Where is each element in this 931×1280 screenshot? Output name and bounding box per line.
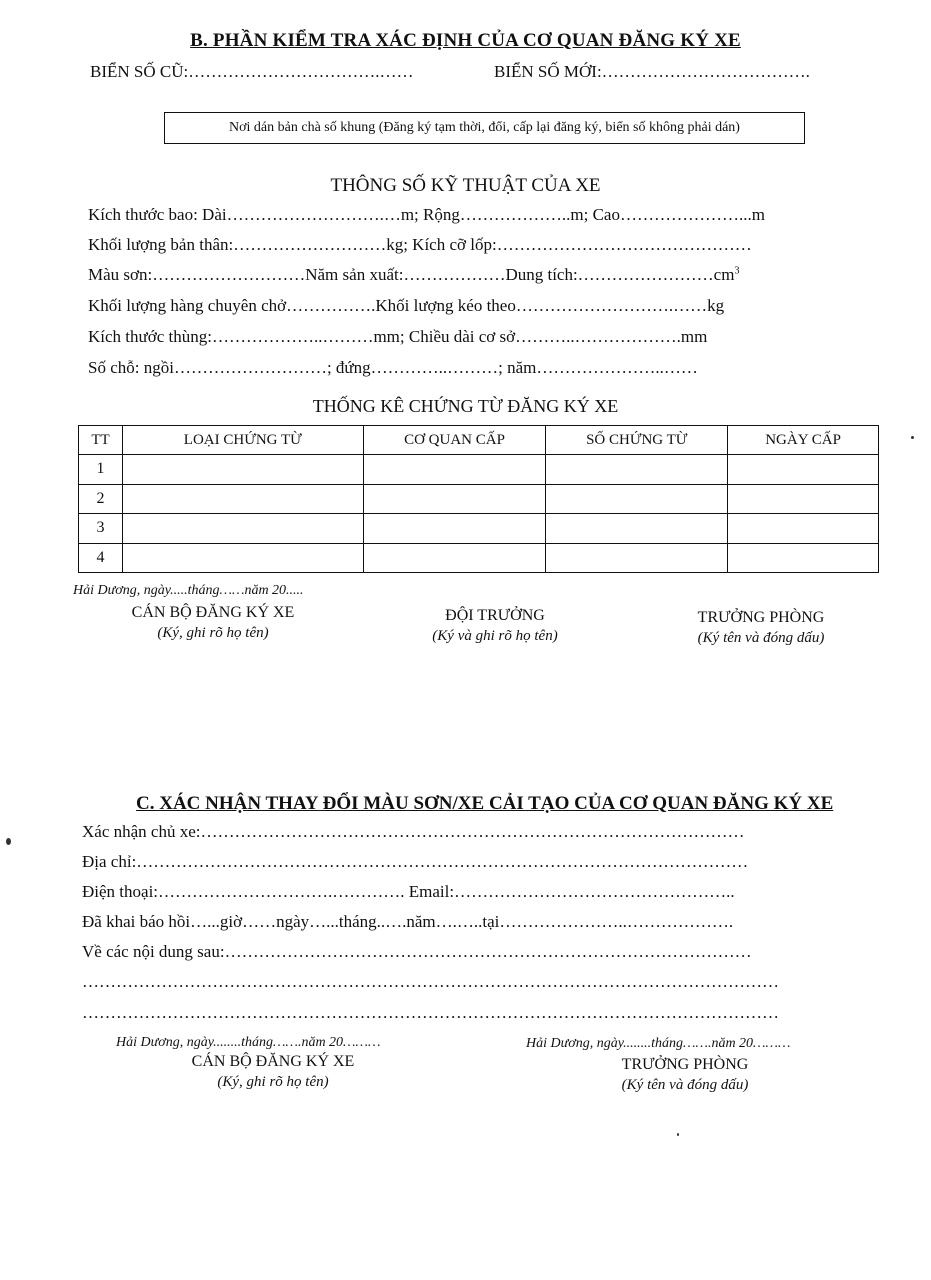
table-row bbox=[79, 514, 879, 544]
table-cell[interactable] bbox=[363, 543, 546, 573]
table-cell[interactable] bbox=[728, 543, 879, 573]
spec-line-color-year-capacity-text: Màu sơn:………………………Năm sản xuất:………………Dung tích:……………………cm bbox=[88, 265, 735, 284]
chassis-stamp-box-label: Nơi dán bản chà số khung (Đăng ký tạm thời, đổi, cấp lại đăng ký, biển số không phải dán) bbox=[229, 120, 740, 135]
table-row bbox=[79, 484, 879, 514]
table-header-row bbox=[79, 426, 879, 455]
signature-block-head bbox=[668, 608, 854, 648]
table-cell[interactable] bbox=[728, 484, 879, 514]
signature-block-team-leader bbox=[405, 606, 585, 646]
section-b-title: B. PHẦN KIỂM TRA XÁC ĐỊNH CỦA CƠ QUAN ĐĂNG KÝ XE bbox=[190, 30, 741, 51]
documents-table bbox=[78, 425, 879, 573]
row-number: 4 bbox=[79, 543, 123, 573]
spec-line-weight-tire[interactable]: Khối lượng bản thân:………………………kg; Kích cỡ lốp:……………………………………… bbox=[88, 235, 752, 254]
chassis-stamp-box bbox=[164, 112, 805, 144]
signature-block-officer-c bbox=[170, 1052, 376, 1092]
spec-line-color-year-capacity[interactable] bbox=[88, 265, 739, 285]
col-header-tt: TT bbox=[79, 426, 123, 455]
table-cell[interactable] bbox=[546, 484, 728, 514]
signature-block-officer bbox=[110, 603, 316, 643]
content-field[interactable]: Về các nội dung sau:………………………………………………………………………………… bbox=[82, 942, 752, 961]
spec-line-seats[interactable]: Số chỗ: ngồi………………………; đứng…………..………; năm…………………..…… bbox=[88, 358, 698, 377]
signature-note: (Ký tên và đóng dấu) bbox=[697, 630, 825, 646]
spec-line-body-size[interactable]: Kích thước thùng:………………..………mm; Chiều dài cơ sở………..……………….mm bbox=[88, 327, 708, 346]
signature-note: (Ký, ghi rõ họ tên) bbox=[157, 625, 269, 641]
table-cell[interactable] bbox=[363, 455, 546, 485]
scan-speck bbox=[911, 436, 914, 439]
section-c-date-left[interactable]: Hải Dương, ngày........tháng…….năm 20……… bbox=[116, 1035, 381, 1050]
signature-title: CÁN BỘ ĐĂNG KÝ XE bbox=[191, 1053, 355, 1070]
col-header-doc-type: LOẠI CHỨNG TỪ bbox=[122, 426, 363, 455]
scan-speck bbox=[6, 838, 11, 845]
declaration-time-field[interactable]: Đã khai báo hồi…...giờ……ngày…...tháng..….năm….…..tại…………………..………………. bbox=[82, 912, 734, 931]
old-plate-field[interactable]: BIỂN SỐ CŨ:…………………………….…… bbox=[90, 62, 414, 81]
table-cell[interactable] bbox=[122, 484, 363, 514]
row-number: 1 bbox=[79, 455, 123, 485]
section-c-title: C. XÁC NHẬN THAY ĐỔI MÀU SƠN/XE CẢI TẠO CỦA CƠ QUAN ĐĂNG KÝ XE bbox=[136, 793, 834, 814]
row-number: 3 bbox=[79, 514, 123, 544]
specs-heading: THÔNG SỐ KỸ THUẬT CỦA XE bbox=[330, 175, 601, 196]
owner-confirm-field[interactable]: Xác nhận chủ xe:…………………………………………………………………………………… bbox=[82, 822, 745, 841]
signature-note: (Ký, ghi rõ họ tên) bbox=[217, 1074, 329, 1090]
table-cell[interactable] bbox=[546, 543, 728, 573]
table-cell[interactable] bbox=[122, 455, 363, 485]
content-extra-line[interactable]: …………………………………………………………………………………………………………… bbox=[82, 972, 779, 991]
table-row bbox=[79, 455, 879, 485]
table-cell[interactable] bbox=[546, 455, 728, 485]
section-c-date-right[interactable]: Hải Dương, ngày........tháng…….năm 20……… bbox=[526, 1036, 791, 1051]
table-cell[interactable] bbox=[728, 514, 879, 544]
table-row bbox=[79, 543, 879, 573]
signature-note: (Ký và ghi rõ họ tên) bbox=[432, 628, 558, 644]
spec-line-cargo[interactable]: Khối lượng hàng chuyên chở…………….Khối lượng kéo theo……………………….……kg bbox=[88, 296, 725, 315]
col-header-doc-number: SỐ CHỨNG TỪ bbox=[546, 426, 728, 455]
table-cell[interactable] bbox=[728, 455, 879, 485]
signature-note: (Ký tên và đóng dấu) bbox=[621, 1077, 749, 1093]
table-cell[interactable] bbox=[122, 514, 363, 544]
table-cell[interactable] bbox=[546, 514, 728, 544]
phone-email-field[interactable]: Điện thoại:………………………….…………. Email:………………………………………….. bbox=[82, 882, 735, 901]
table-cell[interactable] bbox=[363, 484, 546, 514]
signature-title: CÁN BỘ ĐĂNG KÝ XE bbox=[131, 604, 295, 621]
col-header-issue-date: NGÀY CẤP bbox=[728, 426, 879, 455]
documents-table-heading: THỐNG KÊ CHỨNG TỪ ĐĂNG KÝ XE bbox=[312, 396, 619, 416]
table-cell[interactable] bbox=[122, 543, 363, 573]
new-plate-field[interactable]: BIỂN SỐ MỚI:………………………………. bbox=[494, 62, 810, 81]
col-header-issuer: CƠ QUAN CẤP bbox=[363, 426, 546, 455]
scan-speck bbox=[677, 1133, 679, 1136]
signature-title: TRƯỞNG PHÒNG bbox=[697, 609, 825, 626]
spec-line-dimensions[interactable]: Kích thước bao: Dài……………………….…m; Rộng………………..m; Cao…………………...m bbox=[88, 205, 765, 224]
row-number: 2 bbox=[79, 484, 123, 514]
content-extra-line[interactable]: …………………………………………………………………………………………………………… bbox=[82, 1003, 779, 1022]
signature-title: ĐỘI TRƯỞNG bbox=[445, 607, 545, 624]
table-cell[interactable] bbox=[363, 514, 546, 544]
signature-title: TRƯỞNG PHÒNG bbox=[621, 1056, 749, 1073]
section-b-date-line[interactable]: Hải Dương, ngày.....tháng……năm 20..... bbox=[73, 583, 304, 598]
address-field[interactable]: Địa chỉ:……………………………………………………………………………………………… bbox=[82, 852, 749, 871]
cm3-superscript: 3 bbox=[734, 265, 740, 277]
signature-block-head-c bbox=[590, 1055, 780, 1095]
